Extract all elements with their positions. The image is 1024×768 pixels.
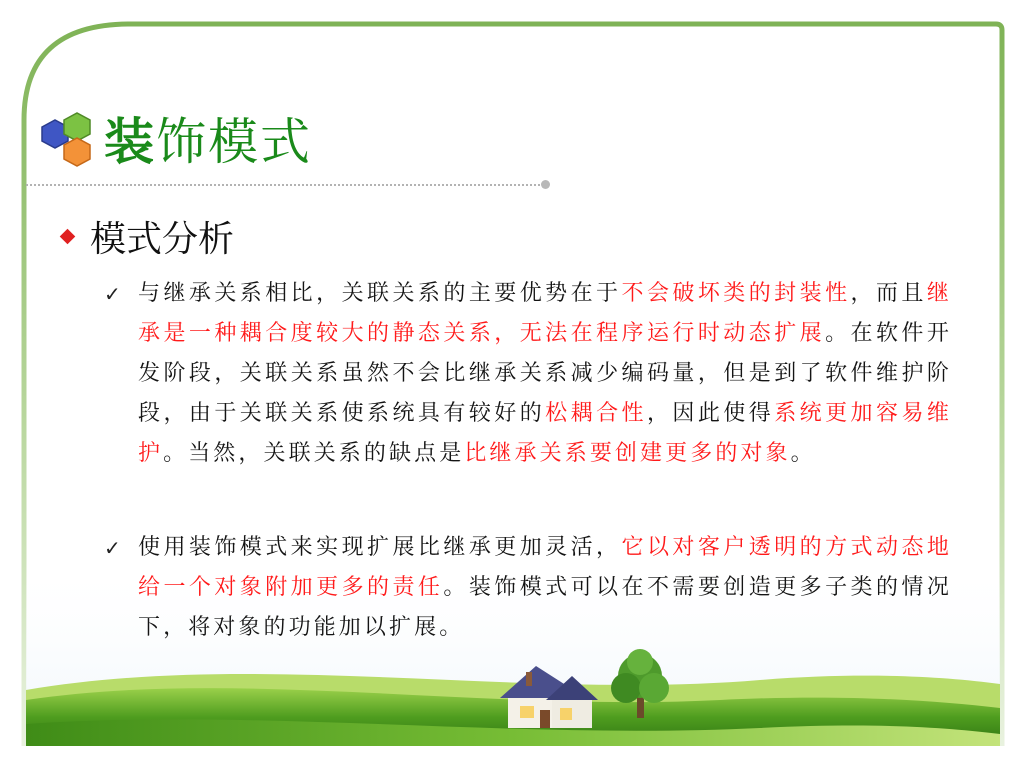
highlight-segment: 它以对客户透明的方式动态地给一个对象附加更多的责任: [138, 535, 952, 600]
bullet-2-text: [138, 528, 952, 648]
title-divider: [26, 184, 544, 186]
text-segment: 与继承关系相比，关联关系的主要优势在于: [138, 281, 622, 306]
slide-title-part1: 装: [104, 113, 156, 171]
divider-end-dot: [541, 180, 550, 189]
slide-title-part2: 饰模式: [156, 113, 312, 171]
highlight-segment: 不会破坏类的封装性: [621, 281, 851, 306]
slide-title: [104, 108, 312, 176]
hexagon-cluster-icon: [30, 110, 106, 170]
diamond-bullet-icon: [60, 228, 76, 244]
text-segment: 。在软件开发阶段，关联关系虽然不会比继承关系减少编码量，但是到了软件维护阶段，由于关联关系使系统具有较好的: [138, 321, 952, 426]
text-segment: 使用装饰模式来实现扩展比继承更加灵活，: [138, 535, 622, 560]
text-segment: 。: [790, 441, 816, 466]
text-segment: ，而且: [850, 281, 927, 306]
bullet-item-1: [104, 274, 952, 474]
section-heading-text: 模式分析: [90, 218, 235, 260]
bullet-item-2: [104, 528, 952, 648]
text-segment: 。装饰模式可以在不需要创造更多子类的情况下，将对象的功能加以扩展。: [138, 575, 952, 640]
text-segment: ，因此使得: [646, 401, 775, 426]
checkmark-icon: ✓: [104, 536, 121, 560]
highlight-segment: 系统更加容易维护: [138, 401, 953, 466]
section-heading: [58, 208, 234, 264]
highlight-segment: 比继承关系要创建更多的对象: [464, 441, 791, 466]
text-segment: 。当然，关联关系的缺点是: [163, 441, 465, 466]
highlight-segment: 松耦合性: [545, 401, 647, 426]
checkmark-icon: ✓: [104, 282, 121, 306]
bullet-1-text: [138, 274, 952, 474]
highlight-segment: 继承是一种耦合度较大的静态关系，无法在程序运行时动态扩展: [138, 281, 952, 346]
